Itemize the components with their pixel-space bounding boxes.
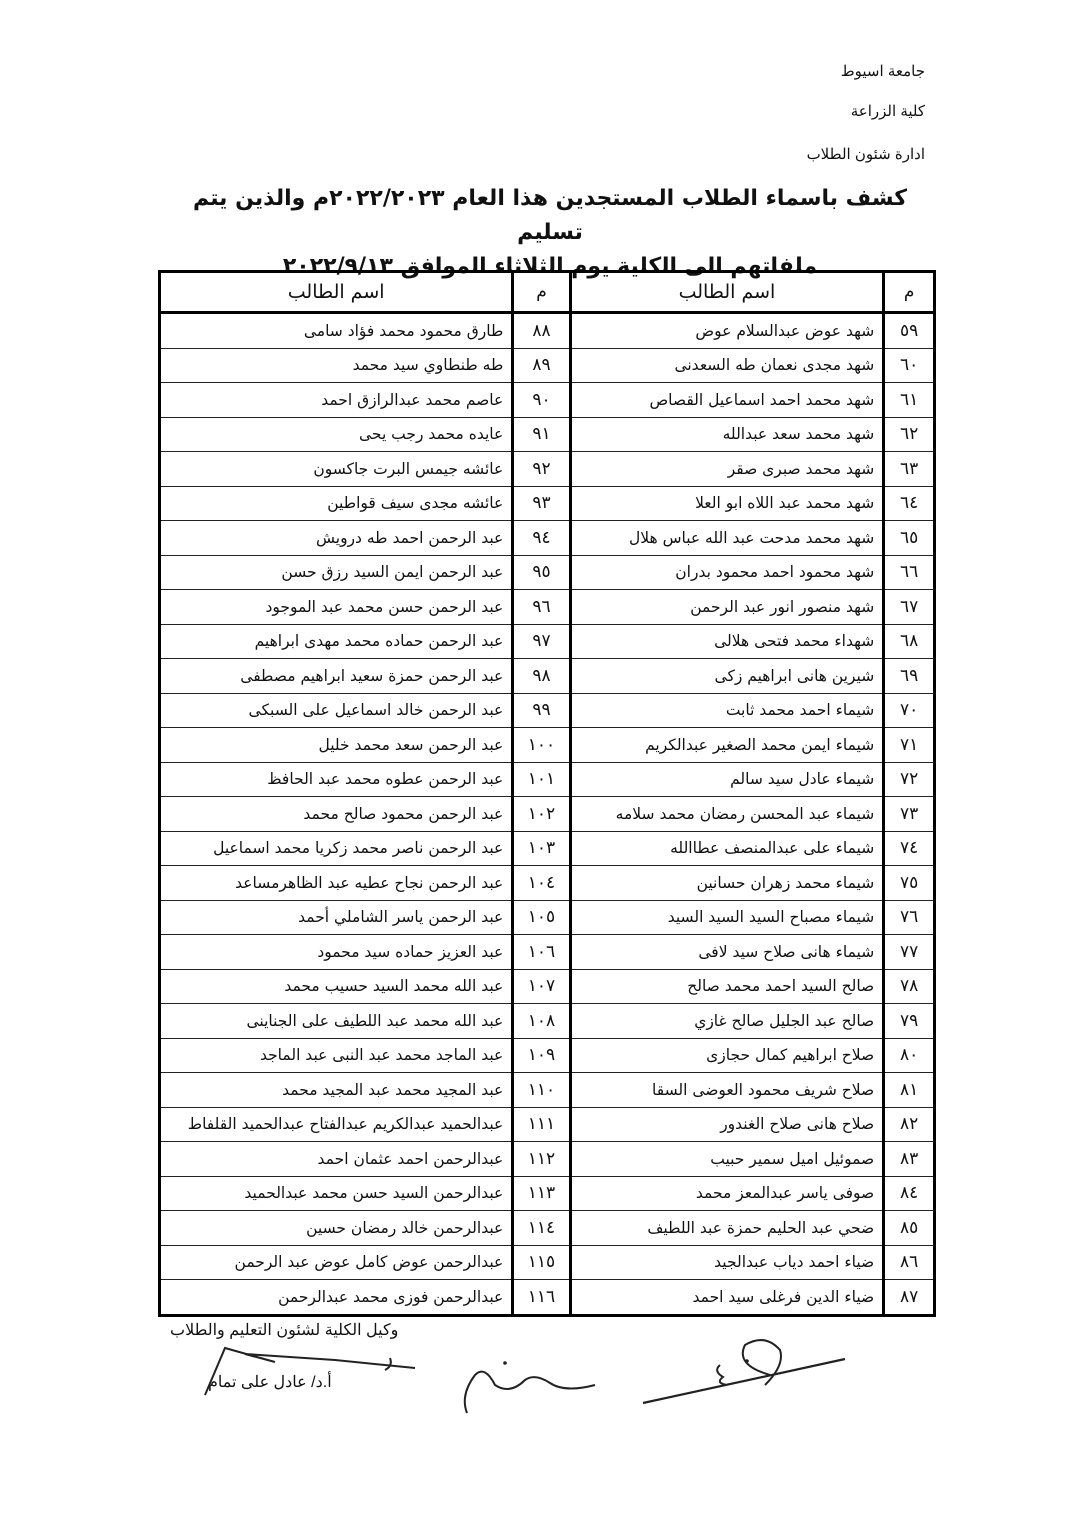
header-name-right: اسم الطالب (570, 272, 884, 313)
student-name: عبد الرحمن محمود صالح محمد (160, 797, 513, 832)
student-name: شيماء ايمن محمد الصغير عبدالكريم (570, 728, 884, 763)
document-title (170, 182, 930, 284)
student-name: عبد الله محمد السيد حسيب محمد (160, 969, 513, 1004)
table-row (160, 831, 935, 866)
table-row (160, 659, 935, 694)
student-name: عبد الرحمن ايمن السيد رزق حسن (160, 555, 513, 590)
row-number: ٩١ (513, 417, 570, 452)
row-number: ٦٥ (884, 521, 935, 556)
student-name: صالح السيد احمد محمد صالح (570, 969, 884, 1004)
student-name: عبدالرحمن عوض كامل عوض عبد الرحمن (160, 1245, 513, 1280)
row-number: ١١٠ (513, 1073, 570, 1108)
row-number: ٧٢ (884, 762, 935, 797)
signatory-name: أ.د/ عادل على تمام (208, 1374, 332, 1391)
row-number: ٧٧ (884, 935, 935, 970)
row-number: ٨٠ (884, 1038, 935, 1073)
student-name: صموئيل اميل سمير حبيب (570, 1142, 884, 1177)
student-name: عبد الرحمن عطوه محمد عبد الحافظ (160, 762, 513, 797)
row-number: ٩٣ (513, 486, 570, 521)
row-number: ١١٤ (513, 1211, 570, 1246)
row-number: ٧٩ (884, 1004, 935, 1039)
row-number: ٩٢ (513, 452, 570, 487)
signatory-title: وكيل الكلية لشئون التعليم والطلاب (170, 1322, 399, 1339)
row-number: ٧٨ (884, 969, 935, 1004)
student-name: عايده محمد رجب يحى (160, 417, 513, 452)
student-name: شيماء هانى صلاح سيد لافى (570, 935, 884, 970)
row-number: ١١٥ (513, 1245, 570, 1280)
header-name-left: اسم الطالب (160, 272, 513, 313)
row-number: ٦٦ (884, 555, 935, 590)
row-number: ٦٢ (884, 417, 935, 452)
row-number: ١٠٦ (513, 935, 570, 970)
table-row (160, 1280, 935, 1316)
row-number: ٦٨ (884, 624, 935, 659)
student-name: عبدالرحمن خالد رمضان حسين (160, 1211, 513, 1246)
student-name: شهد مجدى نعمان طه السعدنى (570, 348, 884, 383)
table-row (160, 728, 935, 763)
student-name: شهد عوض عبدالسلام عوض (570, 313, 884, 349)
student-name: عبدالرحمن احمد عثمان احمد (160, 1142, 513, 1177)
table-header-row (160, 272, 935, 313)
student-name: عبد المجيد محمد عبد المجيد محمد (160, 1073, 513, 1108)
row-number: ٩٤ (513, 521, 570, 556)
student-name: عائشه جيمس البرت جاكسون (160, 452, 513, 487)
student-name: عبد الرحمن حماده محمد مهدى ابراهيم (160, 624, 513, 659)
signature-mark-3 (635, 1335, 865, 1415)
table-row (160, 521, 935, 556)
table-row (160, 1107, 935, 1142)
table-row (160, 900, 935, 935)
student-name: ضياء احمد دياب عبدالجيد (570, 1245, 884, 1280)
row-number: ١١٢ (513, 1142, 570, 1177)
student-name: عبدالرحمن السيد حسن محمد عبدالحميد (160, 1176, 513, 1211)
row-number: ٨٤ (884, 1176, 935, 1211)
signature-mark-1 (185, 1340, 425, 1400)
student-name: شهد محمود احمد محمود بدران (570, 555, 884, 590)
student-name: شهد منصور انور عبد الرحمن (570, 590, 884, 625)
student-name: شهد محمد عبد اللاه ابو العلا (570, 486, 884, 521)
row-number: ٦٤ (884, 486, 935, 521)
student-name: عبد الرحمن حمزة سعيد ابراهيم مصطفى (160, 659, 513, 694)
student-name: صوفى ياسر عبدالمعز محمد (570, 1176, 884, 1211)
row-number: ٦٧ (884, 590, 935, 625)
faculty-name: كلية الزراعة (850, 103, 925, 120)
title-line-2: ملفاتهم الى الكلية يوم الثلاثاء الموافق ٢٠٢٢/٩/١٣ (282, 254, 818, 279)
table-row (160, 417, 935, 452)
row-number: ٦٠ (884, 348, 935, 383)
department-name: ادارة شئون الطلاب (806, 146, 925, 163)
student-name: عبد الرحمن ناصر محمد زكريا محمد اسماعيل (160, 831, 513, 866)
row-number: ١٠٤ (513, 866, 570, 901)
table-row (160, 1038, 935, 1073)
row-number: ١٠٣ (513, 831, 570, 866)
title-line-1: كشف باسماء الطلاب المستجدين هذا العام ٢٠٢٢/٢٠٢٣م والذين يتم تسليم (192, 186, 908, 245)
row-number: ٦٩ (884, 659, 935, 694)
row-number: ١٠٢ (513, 797, 570, 832)
row-number: ٨٩ (513, 348, 570, 383)
student-name: صالح عبد الجليل صالح غازي (570, 1004, 884, 1039)
student-name: عبد الرحمن نجاح عطيه عبد الظاهرمساعد (160, 866, 513, 901)
student-name: طارق محمود محمد فؤاد سامى (160, 313, 513, 349)
row-number: ٧٠ (884, 693, 935, 728)
table-row (160, 762, 935, 797)
student-name: شيماء على عبدالمنصف عطاالله (570, 831, 884, 866)
student-name: صلاح ابراهيم كمال حجازى (570, 1038, 884, 1073)
row-number: ٥٩ (884, 313, 935, 349)
row-number: ١١١ (513, 1107, 570, 1142)
student-name: طه طنطاوي سيد محمد (160, 348, 513, 383)
student-name: عبد الرحمن احمد طه درويش (160, 521, 513, 556)
table-row (160, 1004, 935, 1039)
row-number: ٩٧ (513, 624, 570, 659)
table-row (160, 969, 935, 1004)
row-number: ١٠٩ (513, 1038, 570, 1073)
row-number: ٨٣ (884, 1142, 935, 1177)
row-number: ٨٨ (513, 313, 570, 349)
row-number: ٩٨ (513, 659, 570, 694)
student-name: شيماء عبد المحسن رمضان محمد سلامه (570, 797, 884, 832)
student-name: شيماء مصباح السيد السيد السيد (570, 900, 884, 935)
table-row (160, 590, 935, 625)
signature-mark-2 (455, 1355, 605, 1420)
row-number: ١٠٨ (513, 1004, 570, 1039)
header-number-left: م (513, 272, 570, 313)
table-row (160, 1073, 935, 1108)
row-number: ٨٧ (884, 1280, 935, 1316)
row-number: ١٠١ (513, 762, 570, 797)
table-body (160, 313, 935, 1316)
student-name: صلاح شريف محمود العوضى السقا (570, 1073, 884, 1108)
student-name: عبد العزيز حماده سيد محمود (160, 935, 513, 970)
student-name: عبدالحميد عبدالكريم عبدالفتاح عبدالحميد القلفاط (160, 1107, 513, 1142)
student-name: ضياء الدين فرغلى سيد احمد (570, 1280, 884, 1316)
row-number: ١١٣ (513, 1176, 570, 1211)
table-row (160, 866, 935, 901)
row-number: ٨٢ (884, 1107, 935, 1142)
table-row (160, 935, 935, 970)
student-name: شيماء محمد زهران حسانين (570, 866, 884, 901)
table-row (160, 452, 935, 487)
student-name: شهد محمد سعد عبدالله (570, 417, 884, 452)
row-number: ٩٠ (513, 383, 570, 418)
university-name: جامعة اسيوط (840, 63, 925, 80)
row-number: ١١٦ (513, 1280, 570, 1316)
row-number: ٩٩ (513, 693, 570, 728)
row-number: ٦١ (884, 383, 935, 418)
row-number: ٦٣ (884, 452, 935, 487)
table-row (160, 555, 935, 590)
table-row (160, 348, 935, 383)
row-number: ١٠٥ (513, 900, 570, 935)
student-name: صلاح هانى صلاح الغندور (570, 1107, 884, 1142)
student-name: شهد محمد مدحت عبد الله عباس هلال (570, 521, 884, 556)
row-number: ٨١ (884, 1073, 935, 1108)
table-row (160, 383, 935, 418)
student-name: عائشه مجدى سيف قواطين (160, 486, 513, 521)
row-number: ٧٦ (884, 900, 935, 935)
student-name: عبد الله محمد عبد اللطيف على الجناينى (160, 1004, 513, 1039)
row-number: ٧١ (884, 728, 935, 763)
table-row (160, 1211, 935, 1246)
student-name: ضحي عبد الحليم حمزة عبد اللطيف (570, 1211, 884, 1246)
header-number-right: م (884, 272, 935, 313)
row-number: ٨٥ (884, 1211, 935, 1246)
student-name: شهد محمد احمد اسماعيل القصاص (570, 383, 884, 418)
row-number: ١٠٧ (513, 969, 570, 1004)
student-name: شهداء محمد فتحى هلالى (570, 624, 884, 659)
table-row (160, 486, 935, 521)
student-name: عبدالرحمن فوزى محمد عبدالرحمن (160, 1280, 513, 1316)
student-name: شيماء احمد محمد ثابت (570, 693, 884, 728)
student-name: عبد الرحمن حسن محمد عبد الموجود (160, 590, 513, 625)
student-name: شهد محمد صبرى صقر (570, 452, 884, 487)
table-row (160, 1142, 935, 1177)
table-row (160, 693, 935, 728)
student-name: عبد الماجد محمد عبد النبى عبد الماجد (160, 1038, 513, 1073)
student-name: عبد الرحمن سعد محمد خليل (160, 728, 513, 763)
student-name: شيرين هانى ابراهيم زكى (570, 659, 884, 694)
student-name: شيماء عادل سيد سالم (570, 762, 884, 797)
row-number: ٧٣ (884, 797, 935, 832)
row-number: ٧٥ (884, 866, 935, 901)
table-row (160, 313, 935, 349)
row-number: ٩٥ (513, 555, 570, 590)
row-number: ١٠٠ (513, 728, 570, 763)
table-row (160, 1245, 935, 1280)
student-name: عبد الرحمن خالد اسماعيل على السبكى (160, 693, 513, 728)
student-name: عاصم محمد عبدالرازق احمد (160, 383, 513, 418)
students-table (158, 270, 936, 1317)
table-row (160, 1176, 935, 1211)
table-row (160, 797, 935, 832)
row-number: ٨٦ (884, 1245, 935, 1280)
row-number: ٧٤ (884, 831, 935, 866)
student-name: عبد الرحمن ياسر الشاملي أحمد (160, 900, 513, 935)
table-row (160, 624, 935, 659)
row-number: ٩٦ (513, 590, 570, 625)
